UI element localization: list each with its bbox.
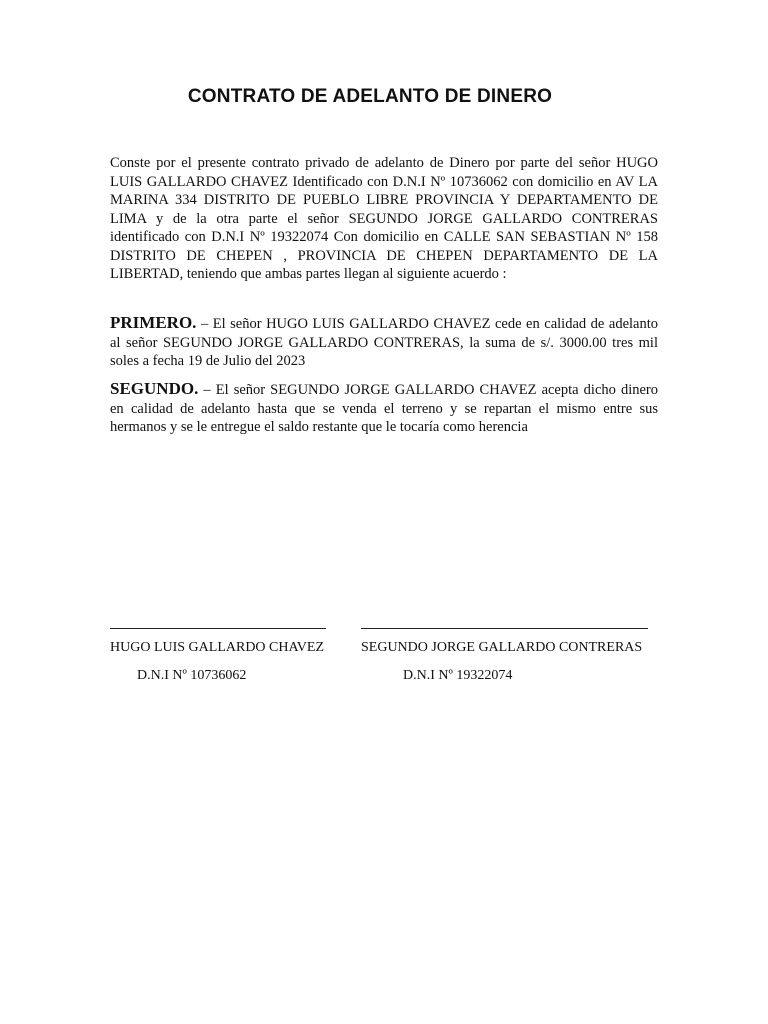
signature-line-1 (110, 628, 326, 629)
signature-line-2 (361, 628, 648, 629)
clause-segundo (110, 380, 658, 437)
signature-name-1: HUGO LUIS GALLARDO CHAVEZ (110, 640, 325, 655)
signature-dni-1: D.N.I Nº 10736062 (137, 668, 247, 683)
clause-primero (110, 314, 658, 371)
intro-paragraph: Conste por el presente contrato privado de adelanto de Dinero por parte del señor HUGO LUIS GALLARDO CHAVEZ Identificado con D.N.I Nº 10736062 con domicilio en AV LA MARINA 334 DISTRITO DE PUEBLO LIBRE PROVINCIA Y DEPARTAMENTO DE LIMA y de la otra parte el señor SEGUNDO JORGE GALLARDO CONTRERAS identificado con D.N.I Nº 19322074 Con domicilio en CALLE SAN SEBASTIAN Nº 158 DISTRITO DE CHEPEN , PROVINCIA DE CHEPEN DEPARTAMENTO DE LA LIBERTAD, teniendo que ambas partes llegan al siguiente acuerdo : (110, 155, 658, 282)
signature-name-2: SEGUNDO JORGE GALLARDO CONTRERAS (361, 640, 643, 655)
document-title: CONTRATO DE ADELANTO DE DINERO (187, 86, 553, 107)
clause-heading: SEGUNDO. (110, 379, 199, 398)
clause-text: – El señor HUGO LUIS GALLARDO CHAVEZ cede en calidad de adelanto al señor SEGUNDO JORGE GALLARDO CONTRERAS, la suma de s/. 3000.00 tres mil soles a fecha 19 de Julio del 2023 (110, 316, 658, 369)
signature-dni-2: D.N.I Nº 19322074 (403, 668, 513, 683)
clause-heading: PRIMERO. (110, 313, 197, 332)
clause-text: – El señor SEGUNDO JORGE GALLARDO CHAVEZ acepta dicho dinero en calidad de adelanto hasta que se venda el terreno y se repartan el mismo entre sus hermanos y se le entregue el saldo restante que le tocaría como herencia (110, 382, 658, 435)
